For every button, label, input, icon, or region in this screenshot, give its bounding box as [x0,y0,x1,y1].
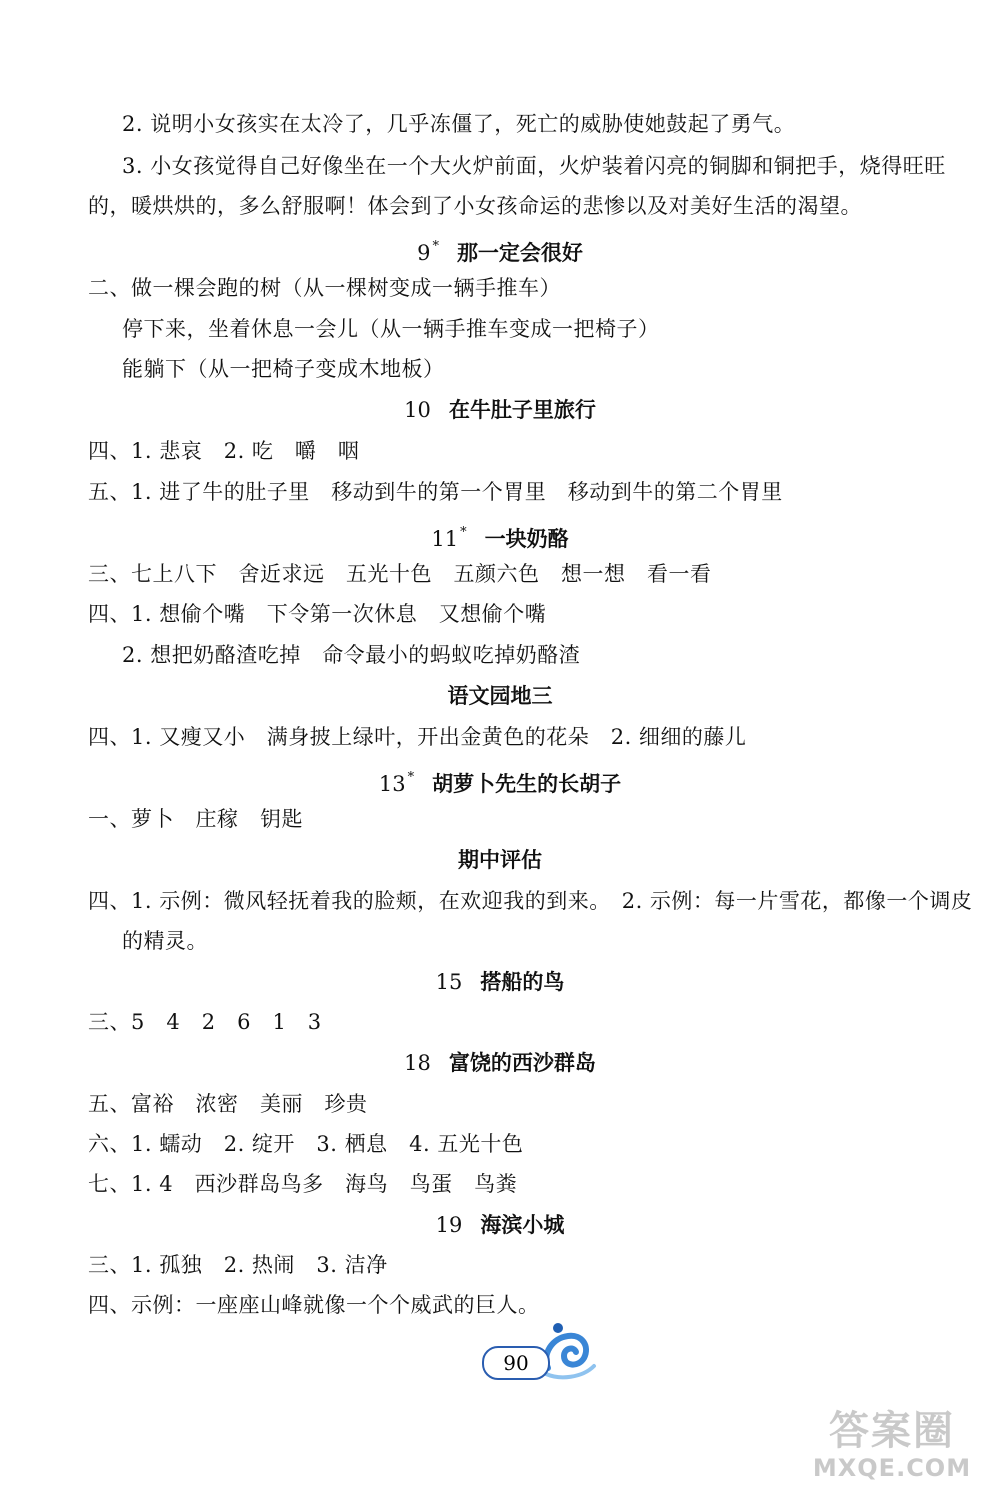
answer-line: 三、七上八下 舍近求远 五光十色 五颜六色 想一想 看一看 [88,562,712,586]
answer-line: 五、1. 进了牛的肚子里 移动到牛的第一个胃里 移动到牛的第二个胃里 [88,480,783,504]
answer-line: 三、1. 孤独 2. 热闹 3. 洁净 [88,1253,388,1277]
answer-line: 2. 想把奶酪渣吃掉 命令最小的蚂蚁吃掉奶酪渣 [122,643,581,667]
section-number: 19 [435,1213,463,1237]
section-title: 海滨小城 [480,1213,565,1237]
section-title: 搭船的鸟 [480,970,565,994]
section-number: 13 * [378,770,415,796]
section-title: 胡萝卜先生的长胡子 [432,772,622,796]
section-number: 10 [404,398,431,422]
section-number: 15 [435,970,463,994]
answer-line: 能躺下（从一把椅子变成木地板） [122,357,445,381]
section-heading [0,681,1000,711]
section-heading [0,232,1000,268]
watermark-logo [802,1408,982,1482]
answer-line: 的精灵。 [122,929,208,953]
answer-line: 四、1. 示例：微风轻抚着我的脸颊，在欢迎我的到来。 2. 示例：每一片雪花，都像一个调皮 [88,889,973,913]
section-heading [0,763,1000,799]
answer-line: 四、1. 想偷个嘴 下令第一次休息 又想偷个嘴 [88,602,547,626]
page-number: 90 [482,1346,550,1380]
answer-line: 四、示例：一座座山峰就像一个个威武的巨人。 [88,1293,540,1317]
answer-line: 的，暖烘烘的，多么舒服啊！体会到了小女孩命运的悲惨以及对美好生活的渴望。 [88,194,862,218]
watermark-url: MXQE.COM [812,1454,972,1482]
section-title: 在牛肚子里旅行 [448,398,596,422]
answer-line: 停下来，坐着休息一会儿（从一辆手推车变成一把椅子） [122,317,660,341]
answer-line: 3. 小女孩觉得自己好像坐在一个大火炉前面，火炉装着闪亮的铜脚和铜把手，烧得旺旺 [122,154,946,178]
answer-line: 一、萝卜 庄稼 钥匙 [88,807,303,831]
swirl-decoration-icon [538,1318,600,1384]
answer-line: 四、1. 又瘦又小 满身披上绿叶，开出金黄色的花朵 2. 细细的藤儿 [88,725,747,749]
section-title: 一块奶酪 [484,527,569,551]
section-heading [0,1048,1000,1078]
answer-line: 五、富裕 浓密 美丽 珍贵 [88,1092,368,1116]
section-title: 富饶的西沙群岛 [448,1051,596,1075]
answer-line: 2. 说明小女孩实在太冷了，几乎冻僵了，死亡的威胁使她鼓起了勇气。 [122,112,796,136]
section-number: 11 * [431,525,467,551]
section-title: 语文园地三 [447,684,553,708]
answer-line: 二、做一棵会跑的树（从一棵树变成一辆手推车） [88,276,561,300]
section-number: 18 [404,1051,431,1075]
section-number: 9 * [417,239,439,265]
section-heading [0,1210,1000,1240]
section-title: 期中评估 [458,848,542,872]
section-heading [0,518,1000,554]
section-heading [0,845,1000,875]
answer-line: 七、1. 4 西沙群岛鸟多 海鸟 鸟蛋 鸟粪 [88,1172,518,1196]
answer-line: 三、5 4 2 6 1 3 [88,1010,322,1034]
section-title: 那一定会很好 [456,241,583,265]
watermark-title: 答案圈 [829,1408,955,1454]
answer-line: 六、1. 蠕动 2. 绽开 3. 栖息 4. 五光十色 [88,1132,524,1156]
section-heading [0,395,1000,425]
section-heading [0,967,1000,997]
answer-line: 四、1. 悲哀 2. 吃 嚼 咽 [88,439,360,463]
